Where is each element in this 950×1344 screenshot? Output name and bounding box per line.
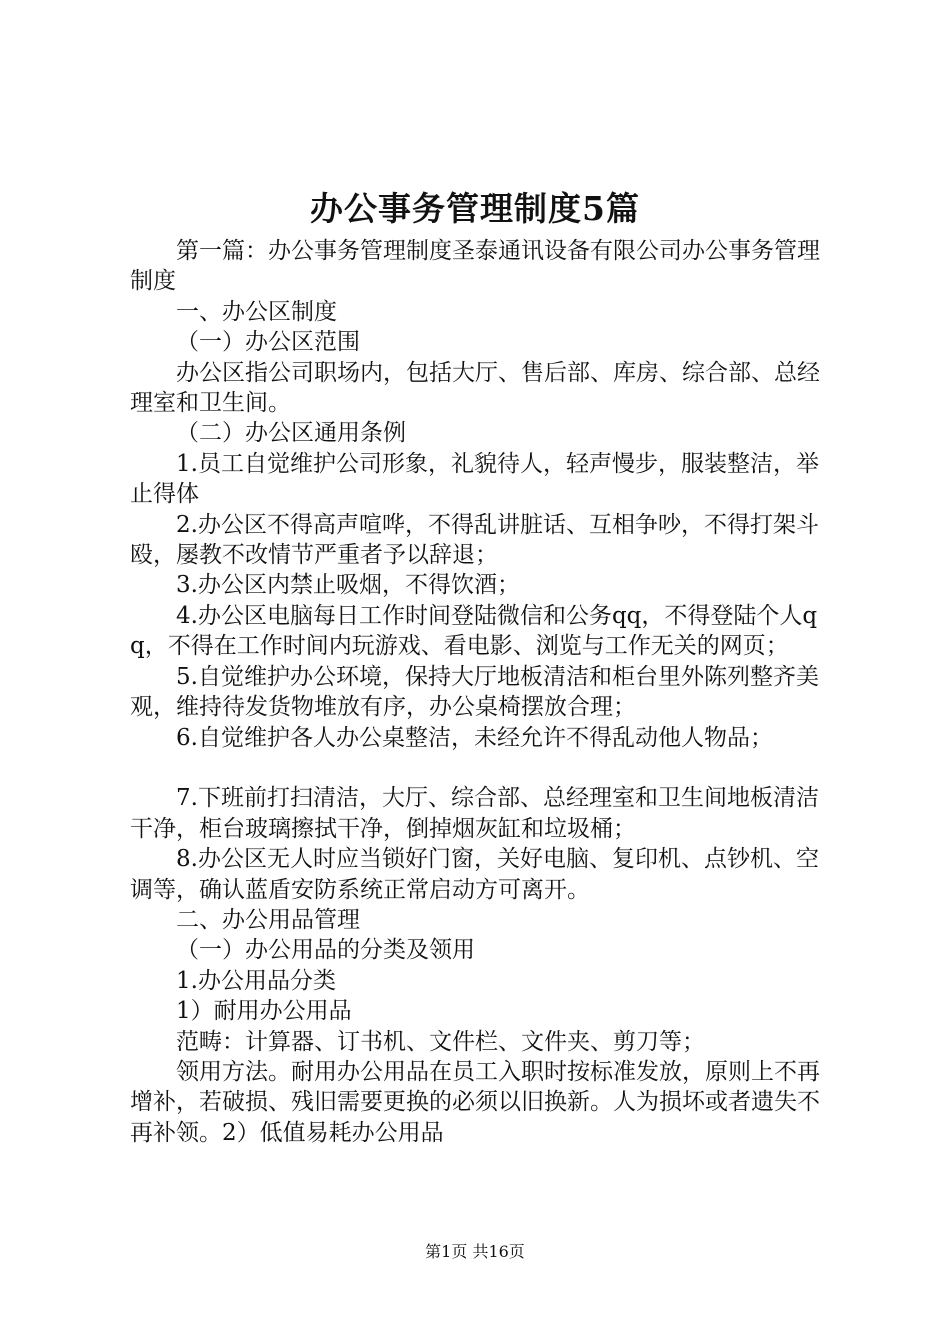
section-heading: 一、办公区制度 (176, 298, 337, 325)
section-heading: 二、办公用品管理 (176, 906, 360, 933)
list-item: 6.自觉维护各人办公桌整洁，未经允许不得乱动他人物品； (176, 724, 773, 751)
paragraph: 办公区指公司职场内，包括大厅、售后部、库房、综合部、总经理室和卫生间。 (130, 359, 820, 417)
list-item: 7.下班前打扫清洁，大厅、综合部、总经理室和卫生间地板清洁干净，柜台玻璃擦拭干净，倒掉烟灰缸和垃圾桶； (130, 785, 819, 842)
document-body (130, 236, 835, 1148)
paragraph: 领用方法。耐用办公用品在员工入职时按标准发放，原则上不再增补，若破损、残旧需要更换的必须以旧换新。人为损坏或者遗失不再补领。2）低值易耗办公用品 (130, 1058, 820, 1146)
subsection-heading: （一）办公用品的分类及领用 (176, 937, 475, 964)
page-footer: 第1页 共16页 (425, 1242, 525, 1261)
list-item: 5.自觉维护办公环境，保持大厅地板清洁和柜台里外陈列整齐美观，维持待发货物堆放有序，办公桌椅摆放合理； (130, 663, 819, 721)
blank-line (130, 753, 835, 783)
paragraph: 第一篇：办公事务管理制度圣泰通讯设备有限公司办公事务管理制度 (130, 238, 820, 295)
subsection-heading: （二）办公区通用条例 (176, 420, 406, 447)
list-item: 8.办公区无人时应当锁好门窗，关好电脑、复印机、点钞机、空调等，确认蓝盾安防系统正常启动方可离开。 (130, 846, 819, 903)
paragraph: 范畴：计算器、订书机、文件栏、文件夹、剪刀等； (176, 1028, 705, 1055)
subsection-heading: （一）办公区范围 (176, 329, 360, 356)
list-item: 1.员工自觉维护公司形象，礼貌待人，轻声慢步，服装整洁，举止得体 (130, 450, 819, 508)
list-item: 3.办公区内禁止吸烟，不得饮酒； (176, 572, 520, 599)
list-item: 1.办公用品分类 (176, 967, 336, 994)
list-item: 1）耐用办公用品 (176, 998, 352, 1025)
list-item: 4.办公区电脑每日工作时间登陆微信和公务qq，不得登陆个人qq，不得在工作时间内玩游戏、看电影、浏览与工作无关的网页； (130, 602, 818, 660)
document-title: 办公事务管理制度5篇 (310, 189, 640, 228)
list-item: 2.办公区不得高声喧哗，不得乱讲脏话、互相争吵，不得打架斗殴，屡教不改情节严重者予以辞退； (130, 511, 819, 569)
